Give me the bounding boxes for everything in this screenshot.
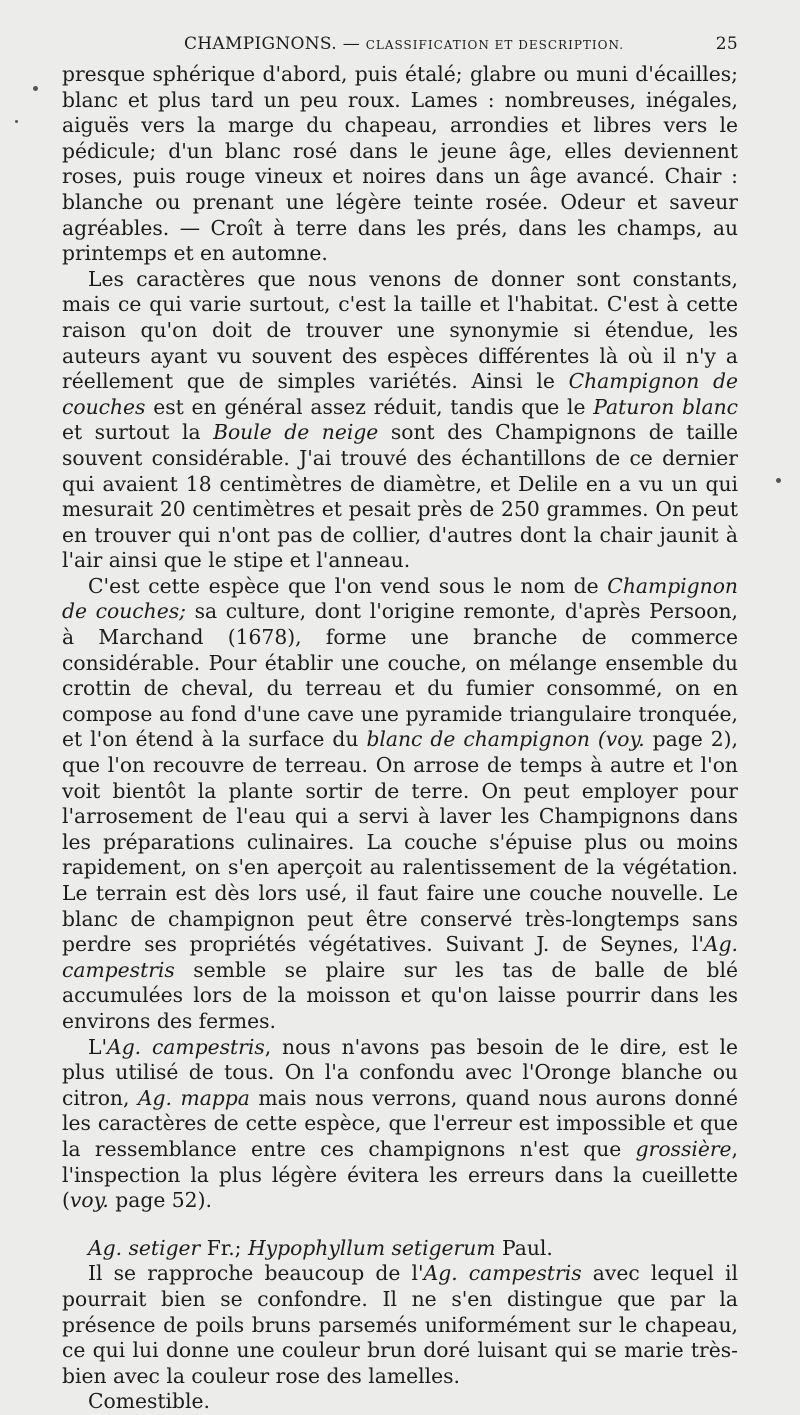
running-title-sub: CLASSIFICATION ET DESCRIPTION.: [365, 38, 625, 52]
italic-segment: Ag. campestris: [62, 932, 738, 982]
text-segment: semble se plaire sur les tas de balle de blé accumulées lors de la moisson et qu'on laisse pourrir dans les environs des fermes.: [62, 957, 738, 1033]
paragraph-p3: [62, 574, 738, 1035]
text-segment: Comestible.: [88, 1389, 210, 1414]
running-head: [62, 34, 738, 58]
text-segment: presque sphérique d'abord, puis étalé; glabre ou muni d'écailles; blanc et plus tard un peu roux. Lames : nombreuses, inégales, aiguës vers la marge du chapeau, arrondies et libres vers le pédicule; d'un blanc rosé dans le jeune âge, elles deviennent roses, puis rouge vineux et noires dans un âge avancé. Chair : blanche ou prenant une légère teinte rosée. Odeur et saveur agréables. — Croît à terre dans les prés, dans les champs, au printemps et en automne.: [62, 62, 738, 266]
paragraph-p5: [62, 1236, 738, 1262]
text-segment: mais nous verrons, quand nous aurons donné les caractères de cette espèce, que l'erreur est impossible et que la ressemblance entre ces champignons n'est que: [62, 1085, 738, 1161]
running-title-main: CHAMPIGNONS.: [184, 34, 337, 54]
scan-speck: [15, 120, 18, 123]
italic-segment: Boule de neige: [213, 420, 379, 445]
paragraph-p2: [62, 267, 738, 574]
italic-segment: grossière: [635, 1136, 732, 1161]
text-segment: avec lequel il pourrait bien se confondre. Il ne s'en distingue que par la présence de poils bruns parsemés uniformément sur le chapeau, ce qui lui donne une couleur brun doré luisant qui se marie très-bien avec la couleur rose des lamelles.: [62, 1261, 738, 1388]
paragraph-p4: [62, 1035, 738, 1214]
text-segment: C'est cette espèce que l'on vend sous le nom de: [88, 573, 608, 598]
text-segment: sa culture, dont l'origine remonte, d'après Persoon, à Marchand (1678), forme une branche de commerce considérable. Pour établir une couche, on mélange ensemble du crottin de cheval, du terreau et du fumier consommé, on en compose au fond d'une cave une pyramide triangulaire tronquée, et l'on étend à la surface du: [62, 599, 738, 752]
text-segment: Il se rapproche beaucoup de l': [88, 1261, 424, 1286]
paragraph-p6: [62, 1261, 738, 1389]
paragraph-p1: [62, 62, 738, 267]
text-segment: L': [88, 1034, 108, 1059]
text-segment: Fr.;: [200, 1235, 248, 1260]
running-title-dash: —: [342, 34, 361, 54]
italic-segment: Paturon blanc: [593, 394, 738, 419]
text-segment: Paul.: [495, 1235, 553, 1260]
text-segment: , nous n'avons pas besoin de le dire, est le plus utilisé de tous. On l'a confondu avec l'Oronge blanche ou citron,: [62, 1034, 738, 1110]
italic-segment: blanc de champignon (voy.: [366, 727, 645, 752]
italic-segment: Champignon de couches;: [62, 573, 738, 624]
text-segment: page 52).: [108, 1188, 212, 1213]
italic-segment: Hypophyllum setigerum: [247, 1235, 496, 1260]
text-segment: et surtout la: [62, 420, 214, 445]
text-segment: , l'inspection la plus légère évitera les erreurs dans la cueillette (: [62, 1136, 738, 1213]
text-segment: Les caractères que nous venons de donner sont constants, mais ce qui varie surtout, c'est la taille et l'habitat. C'est à cette raison qu'on doit de trouver une synonymie si étendue, les auteurs ayant vu souvent des espèces différentes là où il n'y a réellement que de simples variétés. Ainsi le: [62, 266, 738, 394]
italic-segment: Ag. campestris: [107, 1034, 265, 1059]
scan-speck: [776, 478, 781, 483]
italic-segment: Champignon de couches: [62, 369, 738, 419]
italic-segment: Ag. campestris: [423, 1261, 582, 1286]
italic-segment: voy.: [69, 1188, 109, 1213]
text-segment: sont des Champignons de taille souvent considérable. J'ai trouvé des échantillons de ce dernier qui avaient 18 centimètres de diamètre, et Delile en a vu un qui mesurait 20 centimètres et pesait près de 250 grammes. On peut en trouver qui n'ont pas de collier, d'autres dont la chair jaunit à l'air ainsi que le stipe et l'anneau.: [62, 420, 738, 573]
running-title: [184, 34, 624, 54]
italic-segment: Ag. mappa: [137, 1085, 250, 1110]
body-text: [62, 62, 738, 1415]
paragraph-gap: [62, 1214, 738, 1236]
scan-speck: [33, 86, 38, 91]
paragraph-p7: [62, 1389, 738, 1415]
page-number: 25: [715, 34, 738, 54]
text-segment: est en général assez réduit, tandis que le: [145, 394, 594, 419]
italic-segment: Ag. setiger: [88, 1235, 201, 1260]
text-segment: page 2), que l'on recouvre de terreau. On arrose de temps à autre et l'on voit bientôt la plante sortir de terre. On peut employer pour l'arrosement de l'eau qui a servi à laver les Champignons dans les préparations culinaires. La couche s'épuise plus ou moins rapidement, on s'en aperçoit au ralentissement de la végétation. Le terrain est dès lors usé, il faut faire une couche nouvelle. Le blanc de champignon peut être conservé très-longtemps sans perdre ses propriétés végétatives. Suivant J. de Seynes, l': [62, 727, 738, 957]
